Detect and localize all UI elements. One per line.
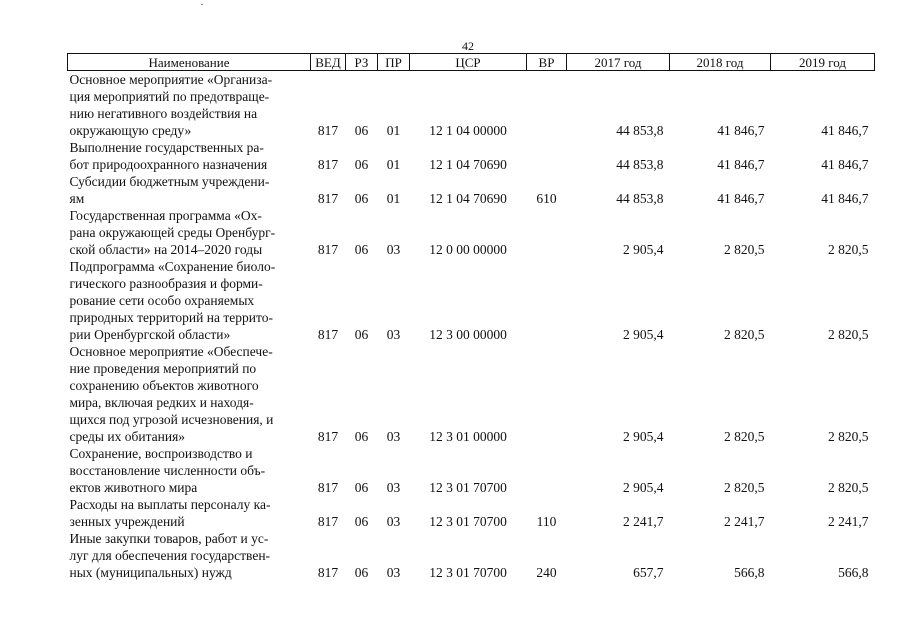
row-vr: 240 xyxy=(536,565,557,580)
row-2019: 41 846,7 xyxy=(821,123,869,138)
row-name: Подпрограмма «Сохранение биоло- гического разнообразия и форми- рование сети особо охраняемых природных территорий на террито- рии Оренбургской области» xyxy=(69,259,276,342)
row-csr: 12 1 04 00000 xyxy=(429,123,507,138)
row-rz: 06 xyxy=(354,514,369,529)
row-ved: 817 xyxy=(317,429,339,444)
row-vr xyxy=(527,139,567,173)
row-name: Выполнение государственных ра- бот природоохранного назначения xyxy=(69,140,268,172)
row-vr: 110 xyxy=(536,514,557,529)
row-2017: 2 905,4 xyxy=(623,480,664,495)
table-row xyxy=(68,496,875,530)
row-ved: 817 xyxy=(317,514,339,529)
row-csr: 12 0 00 00000 xyxy=(429,242,507,257)
header-pr: ПР xyxy=(378,54,410,71)
header-2018: 2018 год xyxy=(670,54,771,71)
row-2019: 2 820,5 xyxy=(828,242,869,257)
row-csr: 12 1 04 70690 xyxy=(429,191,507,206)
header-name: Наименование xyxy=(68,54,311,71)
row-rz: 06 xyxy=(354,429,369,444)
row-pr: 03 xyxy=(386,565,401,580)
row-ved: 817 xyxy=(317,157,339,172)
row-ved: 817 xyxy=(317,327,339,342)
row-2019: 2 820,5 xyxy=(828,327,869,342)
row-ved: 817 xyxy=(317,242,339,257)
page-number: 42 xyxy=(462,39,474,53)
row-vr xyxy=(527,71,567,140)
row-name: Сохранение, воспроизводство и восстановление численности объ- ектов животного мира xyxy=(69,446,266,495)
table-row xyxy=(68,71,875,140)
row-pr: 01 xyxy=(386,157,401,172)
row-name: Основное мероприятие «Обеспече- ние проведения мероприятий по сохранению объектов животного мира, включая редких и находя- щихся под угрозой исчезновения, и среды их обитания» xyxy=(69,344,274,444)
row-2019: 2 820,5 xyxy=(828,429,869,444)
row-2019: 2 241,7 xyxy=(828,514,869,529)
row-vr: 610 xyxy=(536,191,557,206)
budget-table xyxy=(67,53,875,581)
row-2017: 657,7 xyxy=(633,565,664,580)
header-csr: ЦСР xyxy=(410,54,527,71)
table-row xyxy=(68,207,875,258)
row-2018: 2 820,5 xyxy=(724,429,765,444)
row-2017: 2 905,4 xyxy=(623,327,664,342)
row-name: Государственная программа «Ох- рана окружающей среды Оренбург- ской области» на 2014–2020 годы xyxy=(69,208,276,257)
row-2017: 44 853,8 xyxy=(616,191,664,206)
row-vr xyxy=(527,343,567,445)
row-rz: 06 xyxy=(354,565,369,580)
scan-speck xyxy=(201,4,203,5)
row-2019: 41 846,7 xyxy=(821,191,869,206)
row-2018: 2 820,5 xyxy=(724,480,765,495)
row-2018: 41 846,7 xyxy=(717,157,765,172)
header-rz: РЗ xyxy=(346,54,378,71)
row-pr: 03 xyxy=(386,429,401,444)
header-2019: 2019 год xyxy=(771,54,875,71)
row-rz: 06 xyxy=(354,191,369,206)
row-csr: 12 3 01 70700 xyxy=(429,480,507,495)
row-2017: 2 905,4 xyxy=(623,242,664,257)
row-2019: 2 820,5 xyxy=(828,480,869,495)
row-name: Основное мероприятие «Организа- ция мероприятий по предотвраще- нию негативного воздействия на окружающую среду» xyxy=(69,72,273,138)
row-pr: 03 xyxy=(386,242,401,257)
row-rz: 06 xyxy=(354,327,369,342)
row-name: Расходы на выплаты персоналу ка- зенных учреждений xyxy=(69,497,271,529)
row-name: Иные закупки товаров, работ и ус- луг для обеспечения государствен- ных (муниципальных) нужд xyxy=(69,531,271,580)
row-2018: 566,8 xyxy=(734,565,765,580)
row-2017: 2 241,7 xyxy=(623,514,664,529)
row-ved: 817 xyxy=(317,480,339,495)
row-2018: 41 846,7 xyxy=(717,123,765,138)
row-2018: 2 820,5 xyxy=(724,327,765,342)
row-2019: 41 846,7 xyxy=(821,157,869,172)
row-2019: 566,8 xyxy=(838,565,869,580)
row-ved: 817 xyxy=(317,191,339,206)
row-vr xyxy=(527,445,567,496)
row-2017: 2 905,4 xyxy=(623,429,664,444)
header-vr: ВР xyxy=(527,54,567,71)
table-row xyxy=(68,343,875,445)
table-row xyxy=(68,139,875,173)
row-csr: 12 3 01 70700 xyxy=(429,514,507,529)
table-row xyxy=(68,173,875,207)
row-2018: 41 846,7 xyxy=(717,191,765,206)
table-row xyxy=(68,258,875,343)
row-2018: 2 241,7 xyxy=(724,514,765,529)
row-2017: 44 853,8 xyxy=(616,123,664,138)
header-ved: ВЕД xyxy=(311,54,346,71)
row-pr: 03 xyxy=(386,514,401,529)
table-row xyxy=(68,445,875,496)
row-2017: 44 853,8 xyxy=(616,157,664,172)
row-name: Субсидии бюджетным учреждени- ям xyxy=(69,174,270,206)
row-rz: 06 xyxy=(354,242,369,257)
row-csr: 12 1 04 70690 xyxy=(429,157,507,172)
row-csr: 12 3 01 70700 xyxy=(429,565,507,580)
row-ved: 817 xyxy=(317,565,339,580)
row-vr xyxy=(527,207,567,258)
row-2018: 2 820,5 xyxy=(724,242,765,257)
row-vr xyxy=(527,258,567,343)
row-pr: 03 xyxy=(386,327,401,342)
row-pr: 03 xyxy=(386,480,401,495)
row-rz: 06 xyxy=(354,480,369,495)
row-csr: 12 3 01 00000 xyxy=(429,429,507,444)
row-csr: 12 3 00 00000 xyxy=(429,327,507,342)
table-row xyxy=(68,530,875,581)
table-header-row xyxy=(68,54,875,71)
row-rz: 06 xyxy=(354,157,369,172)
row-rz: 06 xyxy=(354,123,369,138)
header-2017: 2017 год xyxy=(567,54,670,71)
row-pr: 01 xyxy=(386,191,401,206)
row-ved: 817 xyxy=(317,123,339,138)
row-pr: 01 xyxy=(386,123,401,138)
